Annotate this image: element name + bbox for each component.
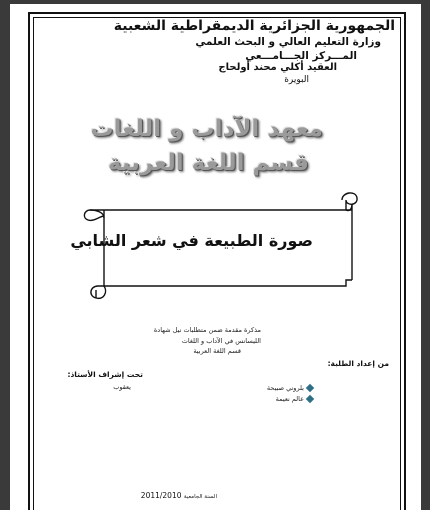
student-name: عالم نعيمة (275, 395, 304, 403)
student-item (267, 384, 313, 392)
department-name: قسم اللغة العربية (107, 150, 309, 176)
supervisor-name: يعقوب (113, 383, 131, 391)
academic-year (141, 491, 217, 500)
student-name: بلروني صبيحة (266, 384, 304, 392)
header-republic: الجمهورية الجزائرية الديمقراطية الشعبية (113, 18, 395, 34)
note-line-1: مذكرة مقدمة ضمن متطلبات نيل شهادة (153, 326, 261, 334)
prepared-by-label: من إعداد الطلبة: (327, 359, 389, 368)
header-university-name: العقيد أكلي محند أولحاج (218, 62, 337, 73)
note-line-3: قسم اللغة العربية (193, 347, 241, 355)
supervisor-label: تحت إشراف الأستاذ: (67, 370, 143, 379)
thesis-title: صورة الطبيعة في شعر الشابي (70, 231, 313, 250)
institute-name: معهد الآداب و اللغات (90, 116, 323, 142)
header-ministry: وزارة التعليم العالي و البحث العلمي (195, 36, 381, 48)
academic-year-label: السنة الجامعية (183, 494, 217, 500)
header-city: البويرة (284, 75, 309, 85)
diamond-bullet-icon (306, 395, 314, 403)
academic-year-value: 2011/2010 (140, 491, 182, 500)
student-item (276, 395, 313, 403)
header-center: المـــركز الجـــامـــعي (245, 50, 357, 62)
note-line-2: الليسانس في الآداب و اللغات (181, 337, 261, 345)
diamond-bullet-icon (306, 384, 314, 392)
document-page (10, 4, 421, 510)
